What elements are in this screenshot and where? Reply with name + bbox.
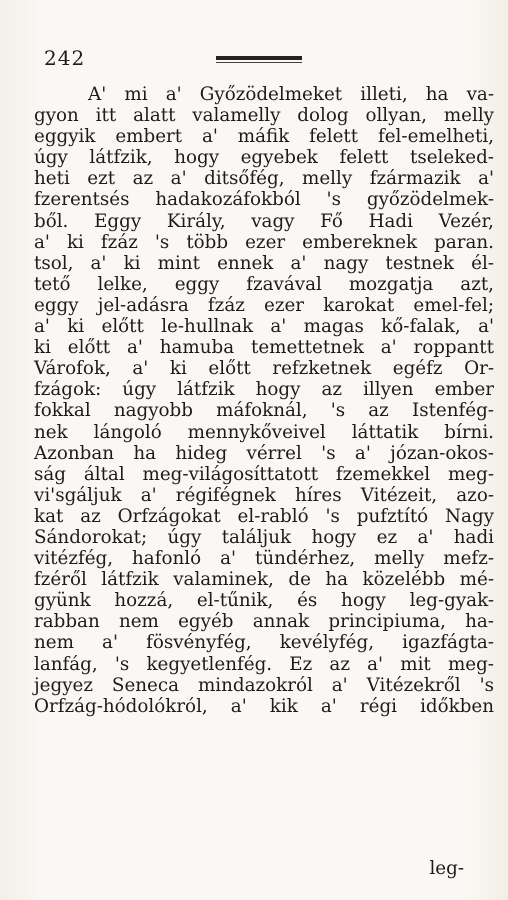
text-line: kat az Orfzágokat el-rabló 's pufztító Nagy: [34, 505, 494, 527]
text-line: fzágok: úgy látfzik hogy az illyen ember: [34, 379, 494, 401]
text-line: ki előtt a' hamuba temettetnek a' roppantt: [34, 337, 494, 359]
text-line: gyon itt alatt valamelly dolog ollyan, melly: [34, 105, 494, 127]
text-line: jegyez Seneca mindazokról a' Vitézekről 's: [34, 674, 494, 696]
text-line: Várofok, a' ki előtt refzketnek egéfz Or-: [34, 358, 494, 380]
text-line: tsol, a' ki mint ennek a' nagy testnek él-: [34, 252, 494, 274]
text-line: a' ki fzáz 's több ezer embereknek paran.: [34, 231, 494, 253]
text-line: heti ezt az a' ditsőfég, melly fzármazik a': [34, 168, 494, 190]
text-line: eggyik embert a' máfik felett fel-emelheti,: [34, 126, 494, 148]
text-line: rabban nem egyéb annak principiuma, ha-: [34, 611, 494, 633]
text-line: ság által meg-világosíttatott fzemekkel meg-: [34, 463, 494, 485]
text-line: a' ki előtt le-hullnak a' magas kő-falak, a': [34, 316, 494, 338]
text-line: nek lángoló mennykőveivel láttatik bírni.: [34, 421, 494, 443]
text-line: fzerentsés hadakozáfokból 's győzödelmek-: [34, 189, 494, 211]
text-line: Sándorokat; úgy találjuk hogy ez a' hadi: [34, 526, 494, 548]
text-line: eggy jel-adásra fzáz ezer karokat emel-fel;: [34, 294, 494, 316]
text-line: lanfág, 's kegyetlenfég. Ez az a' mit meg-: [34, 653, 494, 675]
text-line: fokkal nagyobb máfoknál, 's az Istenfég-: [34, 400, 494, 422]
text-line: A' mi a' Győzödelmeket illeti, ha va-: [88, 84, 494, 105]
text-line: gyünk hozzá, el-tűnik, és hogy leg-gyak-: [34, 590, 494, 612]
text-line: tető lelke, eggy fzavával mozgatja azt,: [34, 273, 494, 295]
text-line: Azonban ha hideg vérrel 's a' józan-okos-: [34, 442, 494, 464]
text-line: úgy látfzik, hogy egyebek felett tseleked-: [34, 147, 494, 169]
text-line: ből. Eggy Király, vagy Fő Hadi Vezér,: [34, 210, 494, 232]
header-rule-thin: [216, 62, 302, 63]
text-line: vi'sgáljuk a' régifégnek híres Vitézeit, azo-: [34, 484, 494, 506]
page-number: 242: [44, 46, 86, 70]
text-line: fzéről látfzik valaminek, de ha közelébb mé-: [34, 569, 494, 591]
body-paragraph: [34, 84, 494, 717]
text-line: nem a' fösvényfég, kevélyfég, igazfágta-: [34, 632, 494, 654]
text-line: vitézfég, hafonló a' tündérhez, melly mefz-: [34, 548, 494, 570]
header-rule-thick: [216, 56, 302, 60]
header-rule-ornament: [216, 56, 302, 64]
text-line: Orfzág-hódolókról, a' kik a' régi időkben: [34, 695, 494, 717]
catchword: leg-: [429, 858, 464, 879]
